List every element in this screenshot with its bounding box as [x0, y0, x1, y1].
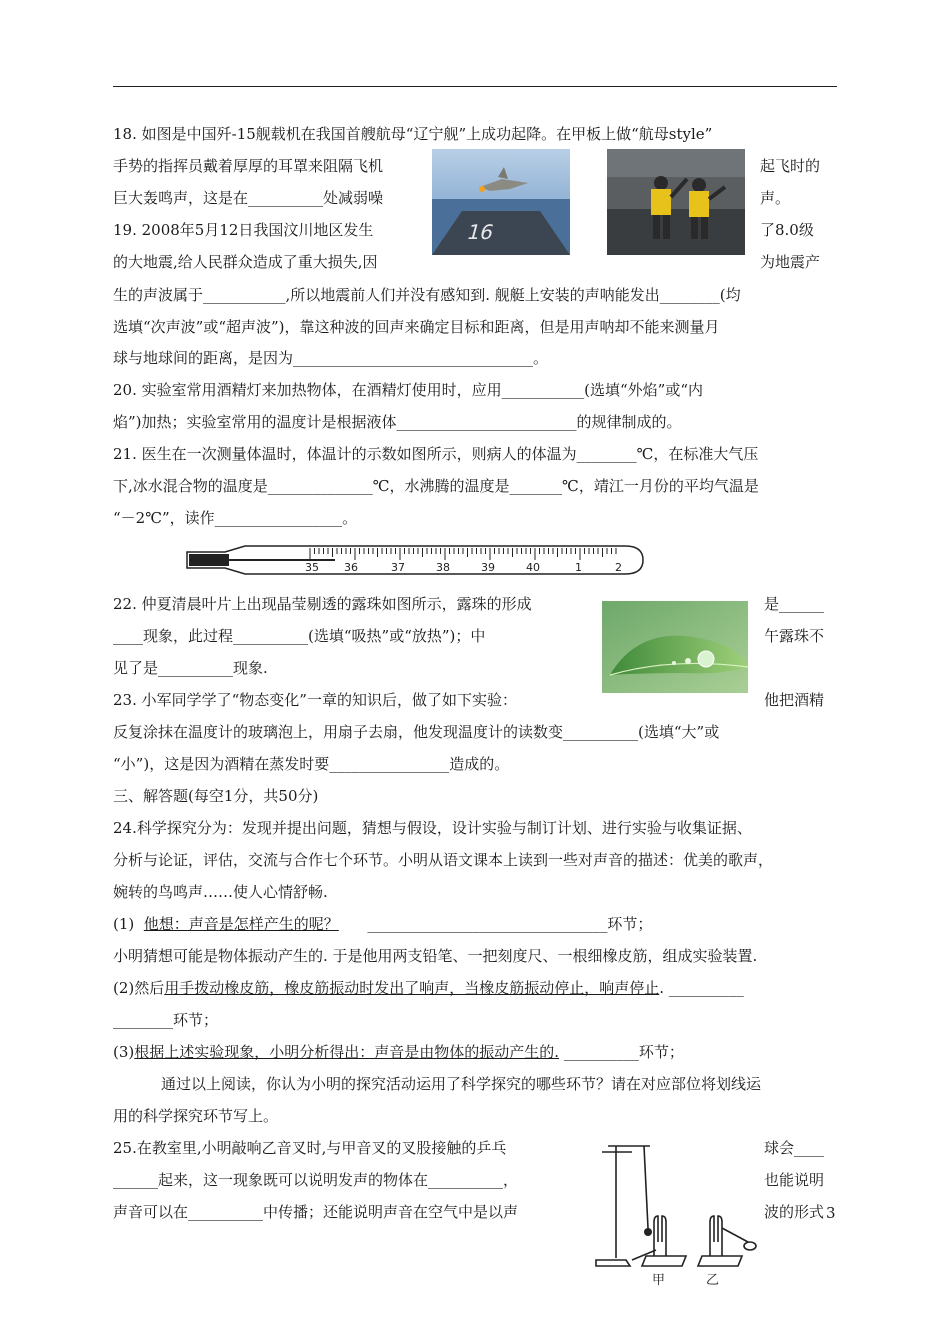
- q25-line-3-right: 波的形式: [764, 1203, 825, 1221]
- tick-label: 37: [391, 561, 405, 574]
- q24-line-9: 通过以上阅读，你认为小明的探究活动运用了科学探究的哪些环节？请在对应部位将划线运: [161, 1075, 762, 1093]
- q18-line-3-right: 声。: [760, 189, 791, 207]
- q19-line-5: 球与地球间的距离，是因为________________________________。: [113, 349, 549, 367]
- q24-line-2: 分析与论证，评估，交流与合作七个环节。小明从语文课本上读到一些对声音的描述：优美的歌声，: [113, 851, 774, 869]
- q23-line-1: 23. 小军同学学了“物态变化”一章的知识后，做了如下实验：: [113, 691, 517, 709]
- q20-line-2: 焰”)加热；实验室常用的温度计是根据液体________________________的规律制成的。: [113, 413, 682, 431]
- q19-line-4: 选填“次声波”或“超声波”)，靠这种波的回声来确定目标和距离，但是用声呐却不能来测量月: [113, 318, 720, 336]
- q22-line-1-right: 是______: [764, 595, 825, 613]
- q25-line-2-right: 也能说明: [764, 1171, 825, 1189]
- q19-line-2-right: 为地震产: [760, 253, 821, 271]
- q22-line-2-right: 午露珠不: [764, 627, 825, 645]
- jet-carrier-photo: [432, 149, 570, 255]
- clinical-thermometer: [185, 540, 647, 580]
- fork-label-left: 甲: [652, 1273, 666, 1288]
- deck-crew-photo: [607, 149, 745, 255]
- q24-item-1-underlined: 他想：声音是怎样产生的呢？: [143, 915, 339, 933]
- q22-line-2: ____现象，此过程__________(选填“吸热”或“放热”)；中: [113, 627, 486, 645]
- q22-line-3: 见了是__________现象.: [113, 659, 268, 677]
- q18-line-3: 巨大轰鸣声，这是在__________处减弱噪: [113, 189, 384, 207]
- q19-line-2: 的大地震,给人民群众造成了重大损失,因: [113, 253, 378, 271]
- tick-label: 2: [615, 561, 622, 574]
- q23-line-1-right: 他把酒精: [764, 691, 825, 709]
- q19-line-3: 生的声波属于___________,所以地震前人们并没有感知到. 舰艇上安装的声呐能发出________(均: [113, 286, 741, 304]
- q18-line-2: 手势的指挥员戴着厚厚的耳罩来阻隔飞机: [113, 157, 384, 175]
- q18-line-1: 18. 如图是中国歼-15舰载机在我国首艘航母“辽宁舰”上成功起降。在甲板上做“航母style”: [113, 125, 713, 143]
- q24-item-2: (2)然后用手拨动橡皮筋，橡皮筋振动时发出了响声，当橡皮筋振动停止，响声停止. __________: [113, 979, 744, 997]
- q25-line-1: 25.在教室里,小明敲响乙音叉时,与甲音叉的叉股接触的乒乓: [113, 1139, 507, 1157]
- q22-line-1: 22. 仲夏清晨叶片上出现晶莹剔透的露珠如图所示，露珠的形成: [113, 595, 532, 613]
- fork-label-right: 乙: [706, 1273, 720, 1288]
- tick-label: 1: [575, 561, 582, 574]
- q21-line-3: “－2℃”，读作_________________。: [113, 509, 358, 527]
- q20-line-1: 20. 实验室常用酒精灯来加热物体，在酒精灯使用时，应用___________(选填“外焰”或“内: [113, 381, 703, 399]
- tick-label: 35: [305, 561, 319, 574]
- q25-line-2: ______起来，这一现象既可以说明发声的物体在__________，: [113, 1171, 519, 1189]
- tick-label: 40: [526, 561, 540, 574]
- header-rule: [113, 86, 837, 87]
- q24-line-1: 24.科学探究分为：发现并提出问题，猜想与假设，设计实验与制订计划、进行实验与收集证据、: [113, 819, 752, 837]
- q21-line-2: 下,冰水混合物的温度是______________℃，水沸腾的温度是_______℃，靖江一月份的平均气温是: [113, 477, 759, 495]
- q23-line-3: “小”)，这是因为酒精在蒸发时要________________造成的。: [113, 755, 510, 773]
- q18-line-2-right: 起飞时的: [760, 157, 821, 175]
- q25-line-1-right: 球会____: [764, 1139, 825, 1157]
- tick-label: 36: [344, 561, 358, 574]
- q24-line-5: 小明猜想可能是物体振动产生的. 于是他用两支铅笔、一把刻度尺、一根细橡皮筋，组成实验装置.: [113, 947, 758, 965]
- tick-label: 38: [436, 561, 450, 574]
- q24-line-10: 用的科学探究环节写上。: [113, 1107, 279, 1125]
- q19-line-1: 19. 2008年5月12日我国汶川地区发生: [113, 221, 374, 239]
- tuning-fork-apparatus-diagram: [592, 1138, 764, 1290]
- page-number: 3: [826, 1204, 836, 1222]
- q24-line-7: ________环节；: [113, 1011, 219, 1029]
- q25-line-3: 声音可以在__________中传播；还能说明声音在空气中是以声: [113, 1203, 519, 1221]
- section-3-heading: 三、解答题(每空1分，共50分): [113, 787, 319, 805]
- q24-item-3: (3)根据上述实验现象，小明分析得出：声音是由物体的振动产生的. __________环节；: [113, 1043, 684, 1061]
- q24-item-2-underlined: 用手拨动橡皮筋，橡皮筋振动时发出了响声，当橡皮筋振动停止，响声停止: [164, 979, 660, 997]
- q24-line-3: 婉转的鸟鸣声……使人心情舒畅.: [113, 883, 328, 901]
- q24-item-3-underlined: 根据上述实验现象，小明分析得出：声音是由物体的振动产生的.: [134, 1043, 560, 1061]
- q21-line-1: 21. 医生在一次测量体温时，体温计的示数如图所示，则病人的体温为________℃，在标准大气压: [113, 445, 759, 463]
- q23-line-2: 反复涂抹在温度计的玻璃泡上，用扇子去扇，他发现温度计的读数变__________(选填“大”或: [113, 723, 720, 741]
- q19-line-1-right: 了8.0级: [760, 221, 814, 239]
- tick-label: 39: [481, 561, 495, 574]
- svg-text:16: 16: [464, 220, 497, 244]
- q24-item-1: (1) 他想：声音是怎样产生的呢？ ________________________________环节；: [113, 915, 653, 933]
- dewdrop-leaf-photo: [602, 601, 748, 693]
